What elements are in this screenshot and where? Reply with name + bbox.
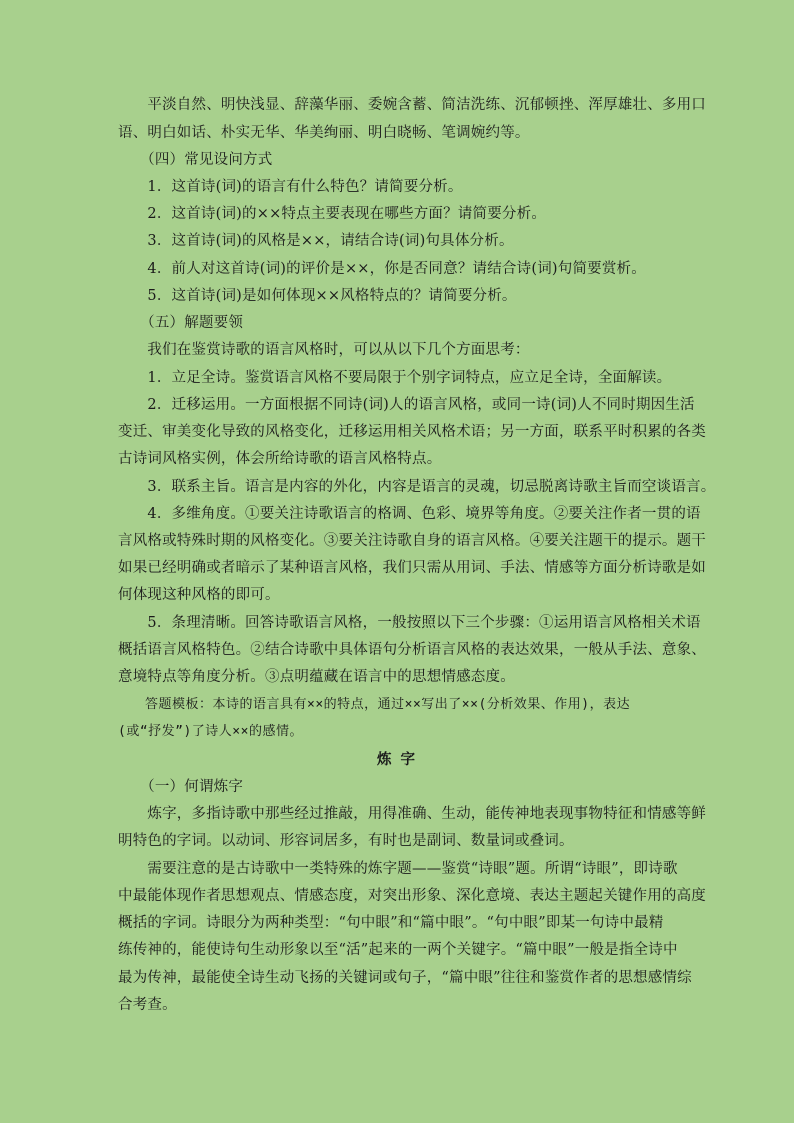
text-line: 需要注意的是古诗歌中一类特殊的炼字题——鉴赏“诗眼”题。所谓“诗眼”，即诗歌 xyxy=(118,861,678,877)
text-line: 5．这首诗(词)是如何体现××风格特点的？请简要分析。 xyxy=(118,288,517,304)
text-line: 中最能体现作者思想观点、情感态度，对突出形象、深化意境、表达主题起关键作用的高度 xyxy=(118,888,706,904)
text-line: 平淡自然、明快浅显、辞藻华丽、委婉含蓄、简洁洗练、沉郁顿挫、浑厚雄壮、多用口 xyxy=(118,97,706,113)
text-line: 我们在鉴赏诗歌的语言风格时，可以从以下几个方面思考： xyxy=(118,342,530,358)
text-line: 1．立足全诗。鉴赏语言风格不要局限于个别字词特点，应立足全诗，全面解读。 xyxy=(118,370,672,386)
text-line: 言风格或特殊时期的风格变化。③要关注诗歌自身的语言风格。④要关注题干的提示。题干 xyxy=(118,533,706,549)
section-title: 炼 字 xyxy=(376,751,418,768)
text-line: 变迁、审美变化导致的风格变化，迁移运用相关风格术语；另一方面，联系平时积累的各类 xyxy=(118,424,706,440)
text-line: 概括的字词。诗眼分为两种类型：“句中眼”和“篇中眼”。“句中眼”即某一句诗中最精 xyxy=(118,915,664,931)
answer-template-line: (或“抒发”)了诗人××的感情。 xyxy=(118,724,303,739)
text-line: 3．这首诗(词)的风格是××，请结合诗(词)句具体分析。 xyxy=(118,233,514,249)
text-line: 炼字，多指诗歌中那些经过推敲，用得准确、生动，能传神地表现事物特征和情感等鲜 xyxy=(118,806,706,822)
text-line: 4．前人对这首诗(词)的评价是××，你是否同意？请结合诗(词)句简要赏析。 xyxy=(118,261,646,277)
text-line: 合考查。 xyxy=(118,997,177,1013)
text-line: 1．这首诗(词)的语言有什么特色？请简要分析。 xyxy=(118,179,463,195)
text-line: 练传神的，能使诗句生动形象以至“活”起来的一两个关键字。“篇中眼”一般是指全诗中 xyxy=(118,942,678,958)
text-line: 明特色的字词。以动词、形容词居多，有时也是副词、数量词或叠词。 xyxy=(118,833,574,849)
text-line: 2．这首诗(词)的××特点主要表现在哪些方面？请简要分析。 xyxy=(118,206,547,222)
text-line: 古诗词风格实例，体会所给诗歌的语言风格特点。 xyxy=(118,451,442,467)
subheading-what-is-lianzi: （一）何谓炼字 xyxy=(118,779,244,795)
text-line: 意境特点等角度分析。③点明蕴藏在语言中的思想情感态度。 xyxy=(118,669,515,685)
text-line: 3．联系主旨。语言是内容的外化，内容是语言的灵魂，切忌脱离诗歌主旨而空谈语言。 xyxy=(118,479,716,495)
text-line: 如果已经明确或者暗示了某种语言风格，我们只需从用词、手法、情感等方面分析诗歌是如 xyxy=(118,560,706,576)
text-line: 语、明白如话、朴实无华、华美绚丽、明白晓畅、笔调婉约等。 xyxy=(118,125,530,141)
text-line: 最为传神，最能使全诗生动飞扬的关键词或句子，“篇中眼”往往和鉴赏作者的思想感情综 xyxy=(118,970,692,986)
text-line: 何体现这种风格的即可。 xyxy=(118,587,280,603)
subheading-question-types: （四）常见设问方式 xyxy=(118,152,273,168)
answer-template-line: 答题模板：本诗的语言具有××的特点，通过××写出了××(分析效果、作用)，表达 xyxy=(118,697,631,712)
text-line: 4．多维角度。①要关注诗歌语言的格调、色彩、境界等角度。②要关注作者一贯的语 xyxy=(118,506,701,522)
text-line: 概括语言风格特色。②结合诗歌中具体语句分析语言风格的表达效果，一般从手法、意象、 xyxy=(118,642,706,658)
text-line: 2．迁移运用。一方面根据不同诗(词)人的语言风格，或同一诗(词)人不同时期因生活 xyxy=(118,397,695,413)
text-line: 5．条理清晰。回答诗歌语言风格，一般按照以下三个步骤：①运用语言风格相关术语 xyxy=(118,615,701,631)
subheading-solving-tips: （五）解题要领 xyxy=(118,315,244,331)
